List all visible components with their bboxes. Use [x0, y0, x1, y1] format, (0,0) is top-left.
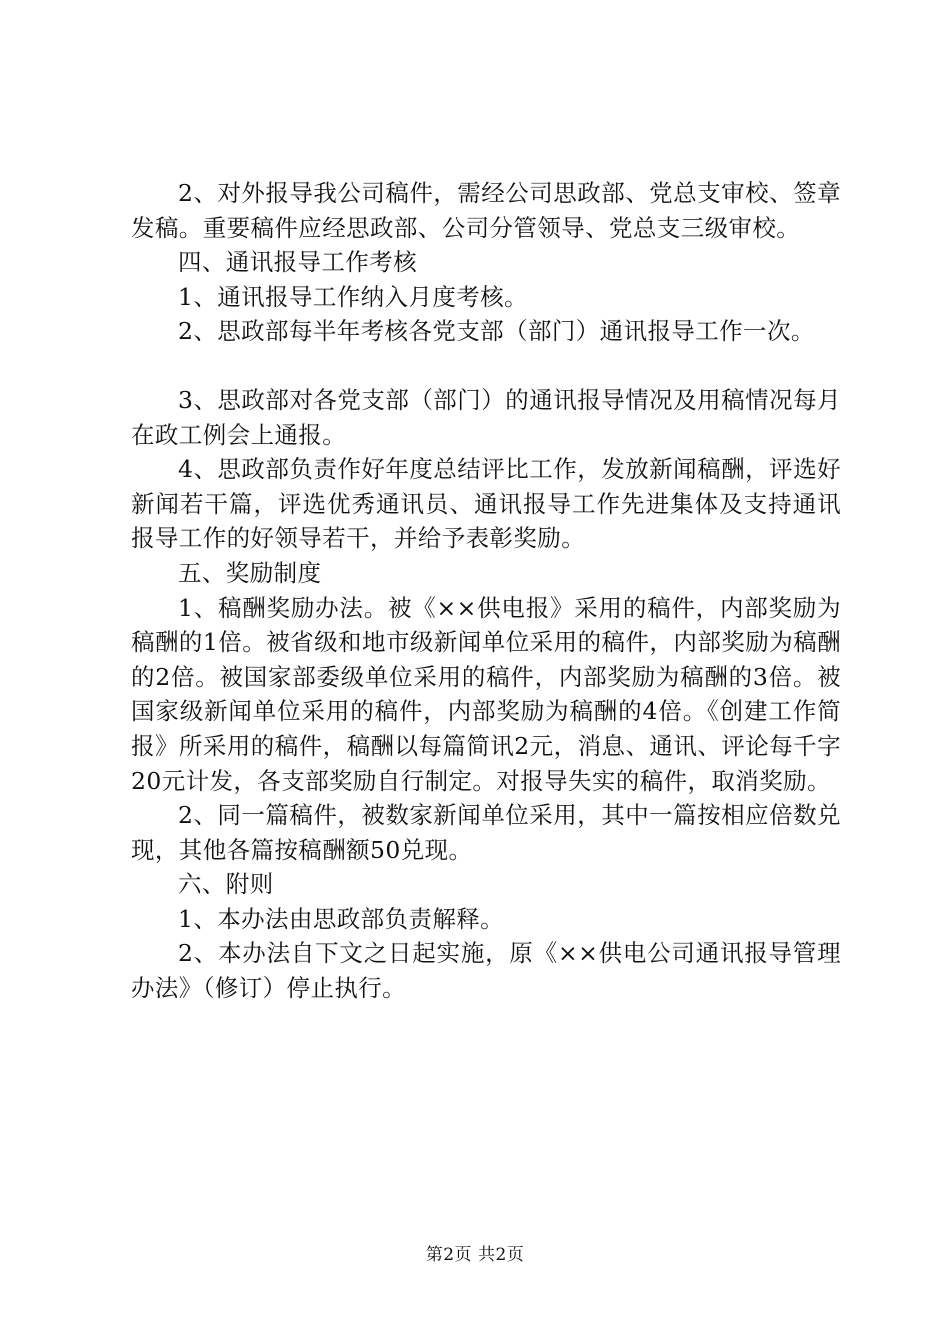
paragraph-interpretation: 1、本办法由思政部负责解释。 — [178, 904, 505, 933]
document-body — [131, 176, 841, 1006]
paragraph-half-year-assessment: 2、思政部每半年考核各党支部（部门）通讯报导工作一次。 — [178, 317, 815, 346]
paragraph-effective-date: 2、本办法自下文之日起实施，原《××供电公司通讯报导管理办法》（修订）停止执行。 — [131, 939, 841, 1003]
paragraph-annual-evaluation: 4、思政部负责作好年度总结评比工作，发放新闻稿酬，评选好新闻若干篇，评选优秀通讯员、通讯报导工作先进集体及支持通讯报导工作的好领导若干，并给予表彰奖励。 — [131, 455, 841, 553]
paragraph-monthly-report: 3、思政部对各党支部（部门）的通讯报导情况及用稿情况每月在政工例会上通报。 — [131, 385, 841, 449]
section-heading-assessment: 四、通讯报导工作考核 — [178, 248, 417, 277]
paragraph-multiple-adoption: 2、同一篇稿件，被数家新闻单位采用，其中一篇按相应倍数兑现，其他各篇按稿酬额50兑现。 — [131, 801, 841, 864]
page-number-footer: 第2页 共2页 — [425, 1245, 525, 1265]
section-heading-rewards: 五、奖励制度 — [178, 558, 322, 587]
paragraph-monthly-assessment: 1、通讯报导工作纳入月度考核。 — [178, 282, 528, 311]
section-heading-supplementary: 六、附则 — [178, 870, 274, 899]
paragraph-review-process: 2、对外报导我公司稿件，需经公司思政部、党总支审校、签章发稿。重要稿件应经思政部、公司分管领导、党总支三级审校。 — [131, 179, 841, 242]
paragraph-reward-method: 1、稿酬奖励办法。被《××供电报》采用的稿件，内部奖励为稿酬的1倍。被省级和地市级新闻单位采用的稿件，内部奖励为稿酬的2倍。被国家部委级单位采用的稿件，内部奖励为稿酬的3倍。被国家级新闻单位采用的稿件，内部奖励为稿酬的4倍。《创建工作简报》所采用的稿件，稿酬以每篇简讯2元，消息、通讯、评论每千字20元计发，各支部奖励自行制定。对报导失实的稿件，取消奖励。 — [131, 593, 841, 795]
